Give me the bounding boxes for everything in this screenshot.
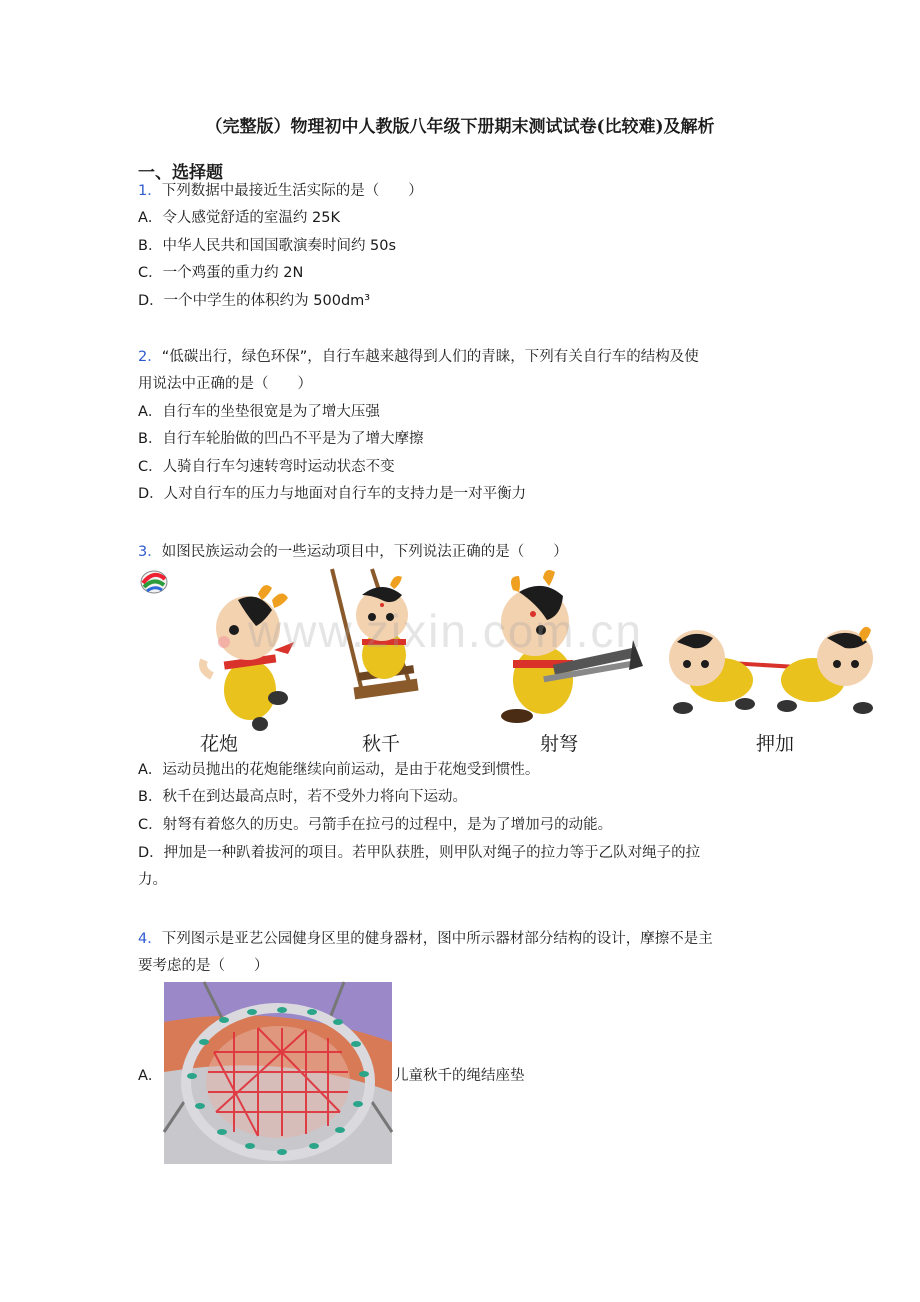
option-d: D．押加是一种趴着拔河的项目。若甲队获胜，则甲队对绳子的拉力等于乙队对绳子的拉 (138, 845, 701, 861)
question-2-stem (138, 347, 699, 367)
option-a-caption: 儿童秋千的绳结座垫 (394, 1068, 525, 1084)
figure-label-huapao: 花炮 (199, 733, 238, 755)
question-number: 3． (138, 544, 162, 560)
option-a: A．自行车的坐垫很宽是为了增大压强 (138, 404, 380, 420)
question-text: 下列数据中最接近生活实际的是（ ） (161, 183, 423, 199)
question-text: “低碳出行，绿色环保”，自行车越来越得到人们的青睐，下列有关自行车的结构及使 (161, 349, 699, 365)
option-b: B．中华人民共和国国歌演奏时间约 50s (138, 238, 397, 254)
figure-label-qiuqian: 秋千 (361, 733, 400, 755)
watermark: www.zixin.com.cn (248, 605, 643, 657)
option-c: C．一个鸡蛋的重力约 2N (138, 265, 304, 281)
option-a: A．运动员抛出的花炮能继续向前运动，是由于花炮受到惯性。 (138, 762, 540, 778)
option-d-cont: 力。 (138, 872, 167, 888)
section-heading: 一、选择题 (138, 163, 223, 183)
question-number: 1． (138, 183, 162, 199)
option-b: B．秋千在到达最高点时，若不受外力将向下运动。 (138, 789, 467, 805)
option-a: A．令人感觉舒适的室温约 25K (138, 210, 340, 226)
question-3-stem (138, 542, 568, 562)
figure-label-shenu: 射弩 (539, 733, 578, 755)
option-c: C．射弩有着悠久的历史。弓箭手在拉弓的过程中，是为了增加弓的动能。 (138, 817, 613, 833)
swing-seat-photo (164, 982, 392, 1164)
question-number: 2． (138, 349, 162, 365)
question-1-stem (138, 181, 423, 201)
page-title: （完整版）物理初中人教版八年级下册期末测试试卷(比较难)及解析 (205, 117, 715, 137)
yajia-figure (669, 627, 873, 714)
question-2-stem-cont: 用说法中正确的是（ ） (138, 376, 312, 392)
question-text: 如图民族运动会的一些运动项目中，下列说法正确的是（ ） (161, 544, 568, 560)
figure-label-yajia: 押加 (755, 733, 794, 755)
question-4-stem-cont: 要考虑的是（ ） (138, 958, 269, 974)
option-c: C．人骑自行车匀速转弯时运动状态不变 (138, 459, 395, 475)
question-4-stem (138, 929, 713, 949)
question-number: 4． (138, 931, 162, 947)
option-d: D．人对自行车的压力与地面对自行车的支持力是一对平衡力 (138, 486, 527, 502)
logo-icon (141, 571, 167, 593)
option-d: D．一个中学生的体积约为 500dm³ (138, 293, 371, 309)
option-b: B．自行车轮胎做的凹凸不平是为了增大摩擦 (138, 431, 424, 447)
question-text: 下列图示是亚艺公园健身区里的健身器材，图中所示器材部分结构的设计，摩擦不是主 (161, 931, 713, 947)
option-a-label: A． (138, 1068, 163, 1084)
